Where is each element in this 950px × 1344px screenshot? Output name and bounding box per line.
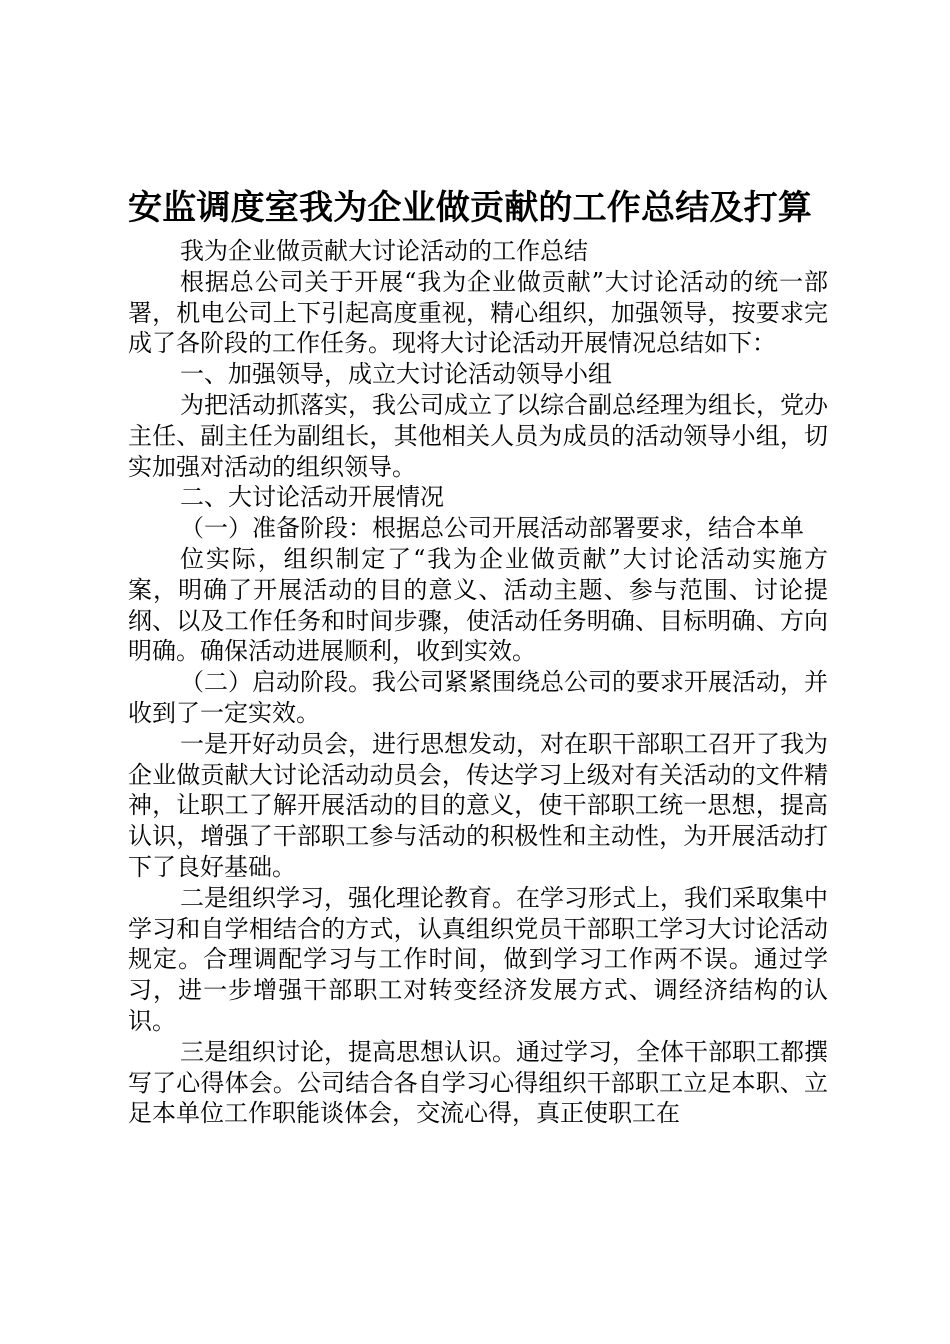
section-heading: 二、大讨论活动开展情况 [180, 483, 444, 512]
paragraph: 位实际，组织制定了“我为企业做贡献”大讨论活动实施方案，明确了开展活动的目的意义、活动主题、参与范围、讨论提纲、以及工作任务和时间步骤，使活动任务明确、目标明确、方向明确。确保活动进展顺利，收到实效。 [128, 544, 828, 666]
paragraph: （二）启动阶段。我公司紧紧围绕总公司的要求开展活动，并收到了一定实效。 [128, 668, 828, 727]
paragraph: （一）准备阶段：根据总公司开展活动部署要求，结合本单 [180, 514, 804, 543]
paragraph: 一是开好动员会，进行思想发动，对在职干部职工召开了我为企业做贡献大讨论活动动员会，传达学习上级对有关活动的文件精神，让职工了解开展活动的目的意义，使干部职工统一思想，提高认识，增强了干部职工参与活动的积极性和主动性，为开展活动打下了良好基础。 [128, 729, 828, 881]
paragraph: 为把活动抓落实，我公司成立了以综合副总经理为组长，党办主任、副主任为副组长，其他相关人员为成员的活动领导小组，切实加强对活动的组织领导。 [128, 390, 828, 481]
document-title: 安监调度室我为企业做贡献的工作总结及打算 [128, 188, 812, 228]
paragraph: 根据总公司关于开展“我为企业做贡献”大讨论活动的统一部署，机电公司上下引起高度重视，精心组织，加强领导，按要求完成了各阶段的工作任务。现将大讨论活动开展情况总结如下： [128, 267, 828, 358]
paragraph: 二是组织学习，强化理论教育。在学习形式上，我们采取集中学习和自学相结合的方式，认真组织党员干部职工学习大讨论活动规定。合理调配学习与工作时间，做到学习工作两不误。通过学习，进一步增强干部职工对转变经济发展方式、调经济结构的认识。 [128, 883, 828, 1035]
section-heading: 一、加强领导，成立大讨论活动领导小组 [180, 360, 612, 389]
document-body [128, 236, 828, 1129]
paragraph-subtitle: 我为企业做贡献大讨论活动的工作总结 [180, 237, 588, 265]
paragraph: 三是组织讨论，提高思想认识。通过学习，全体干部职工都撰写了心得体会。公司结合各自学习心得组织干部职工立足本职、立足本单位工作职能谈体会，交流心得，真正使职工在 [128, 1037, 828, 1128]
